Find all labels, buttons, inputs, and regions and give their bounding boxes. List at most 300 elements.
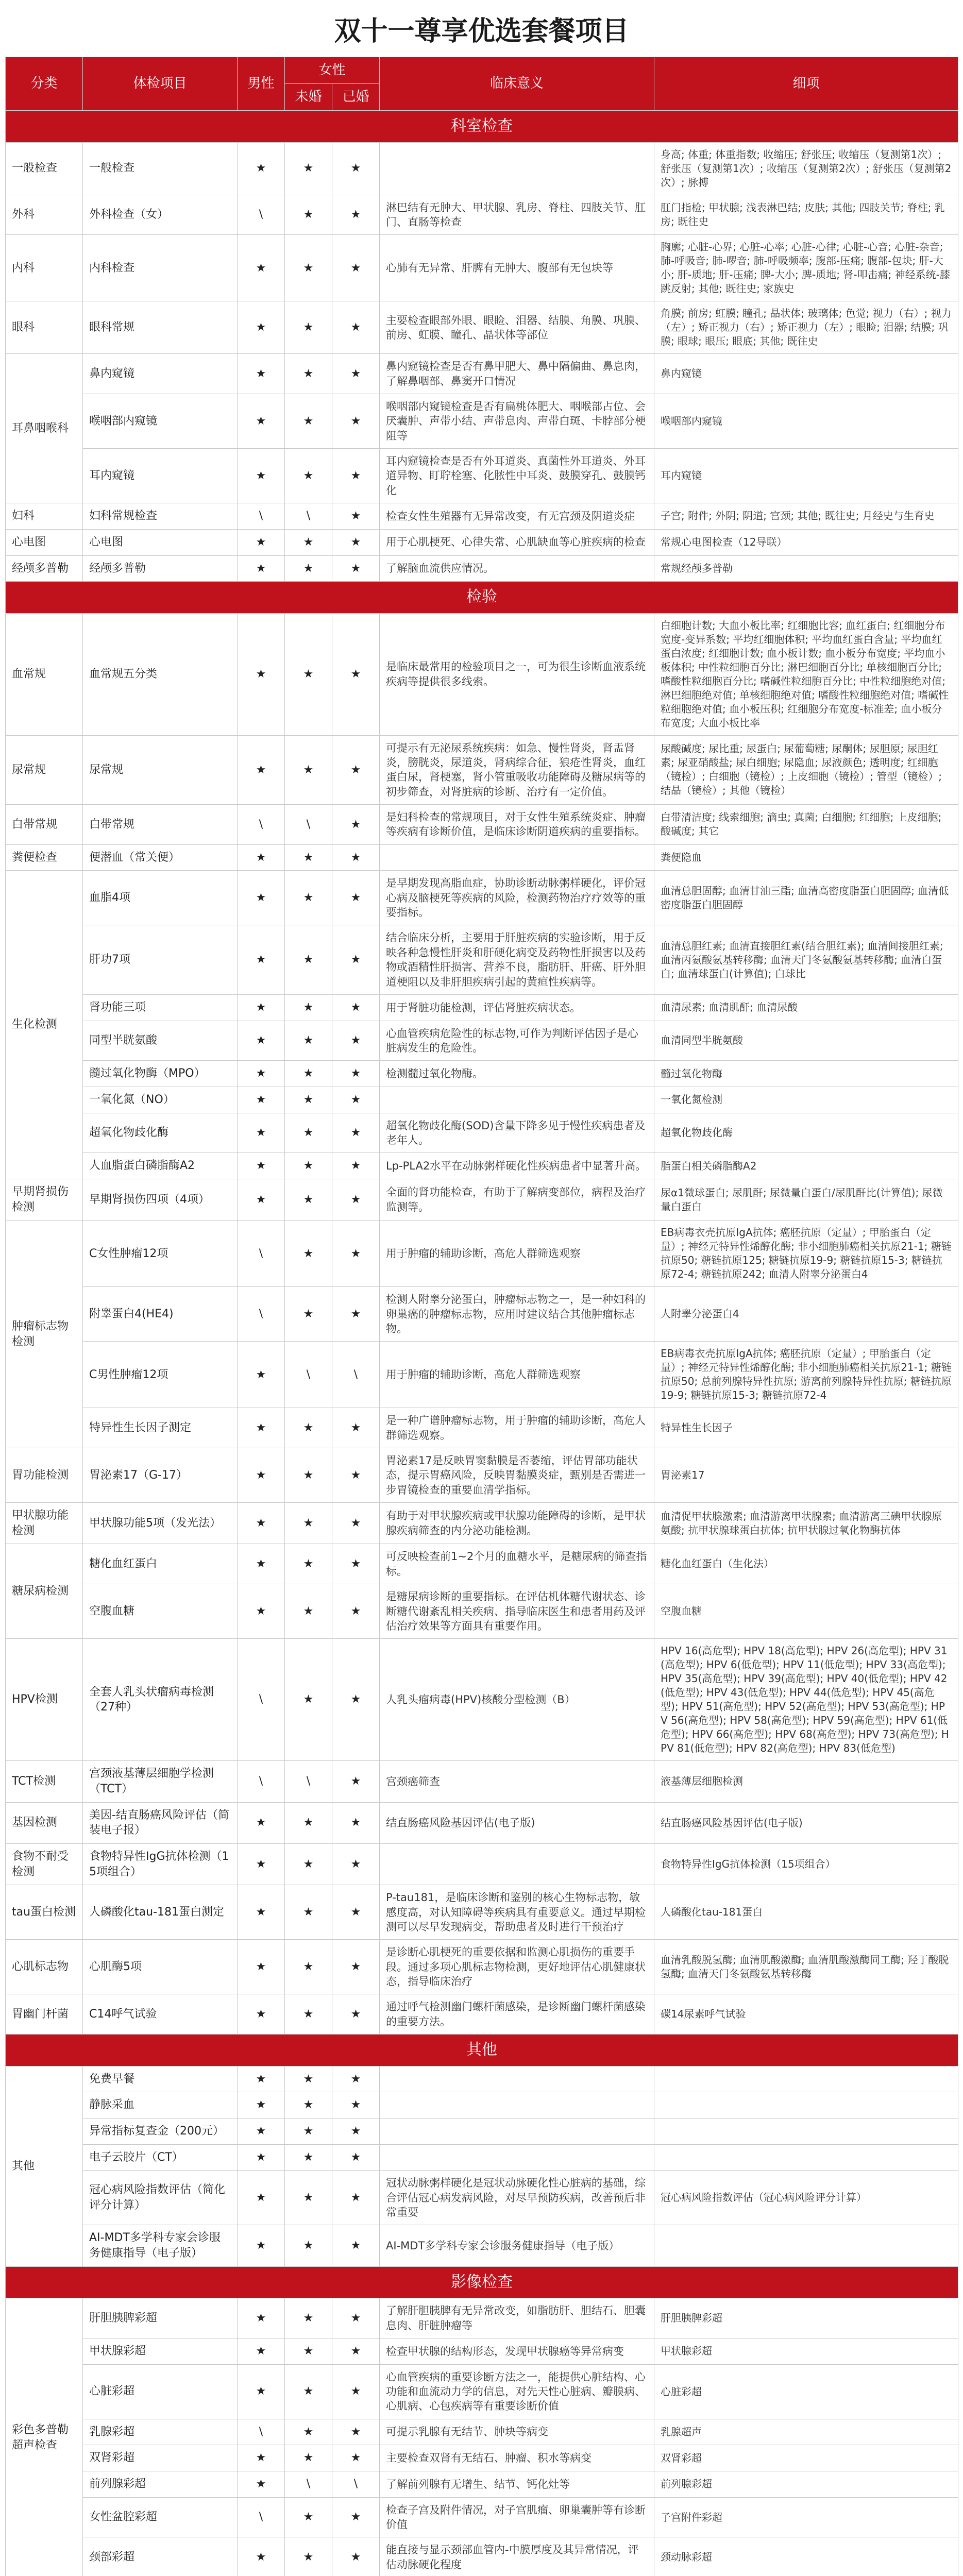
table-row — [6, 2225, 958, 2266]
male-mark: ★ — [238, 1994, 285, 2035]
item-cell: 附睾蛋白4(HE4) — [83, 1287, 238, 1342]
meaning-cell — [380, 142, 654, 195]
item-cell: 电子云胶片（CT） — [83, 2144, 238, 2171]
female-married-mark: ★ — [332, 994, 380, 1021]
header-female-unmarried: 未婚 — [285, 84, 332, 111]
female-unmarried-mark: ★ — [285, 2118, 332, 2144]
meaning-cell: 了解前列腺有无增生、结节、钙化灶等 — [380, 2471, 654, 2498]
female-unmarried-mark: \ — [285, 503, 332, 530]
header-detail: 细项 — [654, 57, 958, 111]
meaning-cell: 结直肠癌风险基因评估(电子版) — [380, 1802, 654, 1843]
female-married-mark: ★ — [332, 1287, 380, 1342]
table-row — [6, 1544, 958, 1584]
item-cell: 特异性生长因子测定 — [83, 1408, 238, 1448]
meaning-cell — [380, 1843, 654, 1885]
item-cell: 全套人乳头状瘤病毒检测（27种） — [83, 1639, 238, 1761]
female-unmarried-mark: ★ — [285, 1448, 332, 1503]
detail-cell: 乳腺超声 — [654, 2419, 958, 2445]
meaning-cell: 了解脑血流供应情况。 — [380, 555, 654, 582]
female-married-mark: ★ — [332, 2298, 380, 2338]
female-married-mark: ★ — [332, 529, 380, 555]
category-cell: 经颅多普勒 — [6, 555, 83, 582]
item-cell: 宫颈液基薄层细胞学检测（TCT） — [83, 1761, 238, 1802]
male-mark: ★ — [238, 2471, 285, 2498]
item-cell: 尿常规 — [83, 735, 238, 804]
male-mark: ★ — [238, 994, 285, 1021]
table-row — [6, 195, 958, 235]
female-married-mark: ★ — [332, 195, 380, 235]
table-header-row — [6, 57, 958, 84]
item-cell: 眼科常规 — [83, 301, 238, 354]
item-cell: 美因-结直肠癌风险评估（简装电子报） — [83, 1802, 238, 1843]
male-mark: \ — [238, 1639, 285, 1761]
male-mark: ★ — [238, 529, 285, 555]
male-mark: \ — [238, 195, 285, 235]
male-mark: ★ — [238, 555, 285, 582]
female-married-mark: ★ — [332, 844, 380, 871]
male-mark: \ — [238, 1761, 285, 1802]
item-cell: 耳内窥镜 — [83, 449, 238, 503]
female-married-mark: ★ — [332, 2445, 380, 2471]
male-mark: \ — [238, 2419, 285, 2445]
detail-cell: 空腹血糖 — [654, 1584, 958, 1639]
category-cell: 其他 — [6, 2066, 83, 2266]
male-mark: ★ — [238, 2118, 285, 2144]
table-row — [6, 449, 958, 503]
female-married-mark: \ — [332, 2471, 380, 2498]
item-cell: 心脏彩超 — [83, 2364, 238, 2419]
female-married-mark: ★ — [332, 1843, 380, 1885]
meaning-cell: 检查女性生殖器有无异常改变，有无宫颈及阴道炎症 — [380, 503, 654, 530]
item-cell: 早期肾损伤四项（4项） — [83, 1179, 238, 1220]
female-married-mark: ★ — [332, 1179, 380, 1220]
detail-cell: 人附睾分泌蛋白4 — [654, 1287, 958, 1342]
female-unmarried-mark: ★ — [285, 2497, 332, 2537]
item-cell: 心电图 — [83, 529, 238, 555]
table-row — [6, 555, 958, 582]
section-header — [6, 2035, 958, 2066]
male-mark: ★ — [238, 1113, 285, 1153]
item-cell: 肝胆胰脾彩超 — [83, 2298, 238, 2338]
item-cell: 血常规五分类 — [83, 613, 238, 735]
female-unmarried-mark: ★ — [285, 1503, 332, 1544]
header-category: 分类 — [6, 57, 83, 111]
category-cell: 一般检查 — [6, 142, 83, 195]
male-mark: ★ — [238, 2171, 285, 2225]
table-row — [6, 235, 958, 301]
header-female: 女性 — [285, 57, 380, 84]
meaning-cell: 心肺有无异常、肝脾有无肿大、腹部有无包块等 — [380, 235, 654, 301]
female-married-mark: ★ — [332, 1021, 380, 1061]
table-row — [6, 1503, 958, 1544]
table-row — [6, 529, 958, 555]
female-unmarried-mark: ★ — [285, 2066, 332, 2092]
male-mark: ★ — [238, 844, 285, 871]
meaning-cell — [380, 2066, 654, 2092]
detail-cell: 特异性生长因子 — [654, 1408, 958, 1448]
table-row — [6, 1087, 958, 1113]
item-cell: 便潜血（常关便） — [83, 844, 238, 871]
female-married-mark: ★ — [332, 613, 380, 735]
female-unmarried-mark: \ — [285, 1342, 332, 1408]
detail-cell: 人磷酸化tau-181蛋白 — [654, 1885, 958, 1940]
detail-cell: 血清尿素; 血清肌酐; 血清尿酸 — [654, 994, 958, 1021]
category-cell: 外科 — [6, 195, 83, 235]
table-row — [6, 503, 958, 530]
detail-cell: 超氧化物歧化酶 — [654, 1113, 958, 1153]
female-married-mark: ★ — [332, 1940, 380, 1994]
detail-cell: 常规心电图检查（12导联） — [654, 529, 958, 555]
female-unmarried-mark: ★ — [285, 1544, 332, 1584]
female-married-mark: ★ — [332, 2066, 380, 2092]
female-married-mark: ★ — [332, 1221, 380, 1287]
detail-cell: 身高; 体重; 体重指数; 收缩压; 舒张压; 收缩压（复测第1次）; 舒张压（复测第1次）; 收缩压（复测第2次）; 舒张压（复测第2次）; 脉搏 — [654, 142, 958, 195]
female-married-mark: ★ — [332, 1503, 380, 1544]
detail-cell: 食物特异性IgG抗体检测（15项组合） — [654, 1843, 958, 1885]
detail-cell: 血清乳酸脱氢酶; 血清肌酸激酶; 血清肌酸激酶同工酶; 羟丁酸脱氢酶; 血清天门冬氨酸氨基转移酶 — [654, 1940, 958, 1994]
detail-cell: 胸廓; 心脏-心界; 心脏-心率; 心脏-心律; 心脏-心音; 心脏-杂音; 肺-呼吸音; 肺-啰音; 肺-呼吸频率; 腹部-压痛; 腹部-包块; 肝-大小; 肝-质地; 肝-压痛; 脾-大小; 脾-质地; 肾-叩击痛; 神经系统-膝跳反射; 其他; 既往史; 家族史 — [654, 235, 958, 301]
female-unmarried-mark: ★ — [285, 195, 332, 235]
section-title: 其他 — [6, 2035, 958, 2066]
meaning-cell: 检测人附睾分泌蛋白，肿瘤标志物之一，是一种妇科的卵巢癌的肿瘤标志物，应用时建议结合其他肿瘤标志物。 — [380, 1287, 654, 1342]
item-cell: 颈部彩超 — [83, 2537, 238, 2576]
category-cell: 胃功能检测 — [6, 1448, 83, 1503]
item-cell: 内科检查 — [83, 235, 238, 301]
detail-cell — [654, 2092, 958, 2119]
male-mark: ★ — [238, 1940, 285, 1994]
table-row — [6, 1448, 958, 1503]
male-mark: ★ — [238, 1584, 285, 1639]
table-body — [6, 111, 958, 2576]
meaning-cell: 是糖尿病诊断的重要指标。在评估机体糖代谢状态、诊断糖代谢紊乱相关疾病、指导临床医生和患者用药及评估治疗效果等方面具有重要作用。 — [380, 1584, 654, 1639]
meaning-cell — [380, 2092, 654, 2119]
female-married-mark: ★ — [332, 2537, 380, 2576]
female-unmarried-mark: ★ — [285, 735, 332, 804]
table-row — [6, 1885, 958, 1940]
item-cell: 甲状腺功能5项（发光法） — [83, 1503, 238, 1544]
meaning-cell: 是临床最常用的检验项目之一，可为很生诊断血液系统疾病等提供很多线索。 — [380, 613, 654, 735]
meaning-cell: 有助于对甲状腺疾病或甲状腺功能障碍的诊断，是甲状腺疾病筛查的内分泌功能检测。 — [380, 1503, 654, 1544]
table-row — [6, 2118, 958, 2144]
detail-cell: 喉咽部内窥镜 — [654, 394, 958, 449]
female-unmarried-mark: ★ — [285, 2144, 332, 2171]
female-unmarried-mark: ★ — [285, 1179, 332, 1220]
item-cell: 同型半胱氨酸 — [83, 1021, 238, 1061]
detail-cell: 心脏彩超 — [654, 2364, 958, 2419]
detail-cell: 糖化血红蛋白（生化法） — [654, 1544, 958, 1584]
category-cell: 早期肾损伤检测 — [6, 1179, 83, 1220]
female-unmarried-mark: ★ — [285, 613, 332, 735]
female-married-mark: ★ — [332, 1544, 380, 1584]
female-married-mark: ★ — [332, 1061, 380, 1087]
meaning-cell: Lp-PLA2水平在动脉粥样硬化性疾病患者中显著升高。 — [380, 1153, 654, 1179]
female-married-mark: ★ — [332, 503, 380, 530]
category-cell: 尿常规 — [6, 735, 83, 804]
meaning-cell: 全面的肾功能检查，有助于了解病变部位，病程及治疗监测等。 — [380, 1179, 654, 1220]
male-mark: ★ — [238, 1153, 285, 1179]
item-cell: C男性肿瘤12项 — [83, 1342, 238, 1408]
female-unmarried-mark: ★ — [285, 2338, 332, 2364]
header-item: 体检项目 — [83, 57, 238, 111]
category-cell: 心电图 — [6, 529, 83, 555]
female-unmarried-mark: ★ — [285, 871, 332, 925]
meaning-cell — [380, 2144, 654, 2171]
female-married-mark: \ — [332, 1342, 380, 1408]
detail-cell — [654, 2118, 958, 2144]
header-male: 男性 — [238, 57, 285, 111]
meaning-cell: 可提示有无泌尿系统疾病：如急、慢性肾炎，肾盂肾炎，膀胱炎，尿道炎，肾病综合征，狼疮性肾炎，血红蛋白尿，肾梗塞，肾小管重吸收功能障碍及糖尿病等的初步筛查，对肾脏病的诊断、治疗有一定价值。 — [380, 735, 654, 804]
female-married-mark: ★ — [332, 2225, 380, 2266]
section-title: 影像检查 — [6, 2266, 958, 2298]
table-row — [6, 142, 958, 195]
item-cell: 冠心病风险指数评估（简化评分计算） — [83, 2171, 238, 2225]
male-mark: ★ — [238, 2092, 285, 2119]
meaning-cell: 通过呼气检测幽门螺杆菌感染，是诊断幽门螺杆菌感染的重要方法。 — [380, 1994, 654, 2035]
female-unmarried-mark: ★ — [285, 235, 332, 301]
female-unmarried-mark: ★ — [285, 1940, 332, 1994]
male-mark: \ — [238, 805, 285, 845]
meaning-cell: 检查甲状腺的结构形态，发现甲状腺癌等异常病变 — [380, 2338, 654, 2364]
table-row — [6, 2066, 958, 2092]
male-mark: \ — [238, 1221, 285, 1287]
meaning-cell: 是一种广谱肿瘤标志物，用于肿瘤的辅助诊断，高危人群筛选观察。 — [380, 1408, 654, 1448]
male-mark: ★ — [238, 1843, 285, 1885]
category-cell: 血常规 — [6, 613, 83, 735]
detail-cell: 液基薄层细胞检测 — [654, 1761, 958, 1802]
meaning-cell: 用于肿瘤的辅助诊断，高危人群筛选观察 — [380, 1221, 654, 1287]
female-unmarried-mark: ★ — [285, 1113, 332, 1153]
detail-cell: 甲状腺彩超 — [654, 2338, 958, 2364]
table-row — [6, 2298, 958, 2338]
item-cell: 心肌酶5项 — [83, 1940, 238, 1994]
detail-cell: 血清总胆固醇; 血清甘油三酯; 血清高密度脂蛋白胆固醇; 血清低密度脂蛋白胆固醇 — [654, 871, 958, 925]
table-row — [6, 925, 958, 994]
female-unmarried-mark: ★ — [285, 1021, 332, 1061]
meaning-cell: 可反映检查前1~2个月的血糖水平，是糖尿病的筛查指标。 — [380, 1544, 654, 1584]
male-mark: ★ — [238, 449, 285, 503]
category-cell: 内科 — [6, 235, 83, 301]
table-row — [6, 2445, 958, 2471]
male-mark: \ — [238, 503, 285, 530]
detail-cell: 肝胆胰脾彩超 — [654, 2298, 958, 2338]
meaning-cell: 可提示乳腺有无结节、肿块等病变 — [380, 2419, 654, 2445]
male-mark: ★ — [238, 1061, 285, 1087]
detail-cell: 常规经颅多普勒 — [654, 555, 958, 582]
table-row — [6, 394, 958, 449]
category-cell: 妇科 — [6, 503, 83, 530]
item-cell: 人血脂蛋白磷脂酶A2 — [83, 1153, 238, 1179]
item-cell: 一般检查 — [83, 142, 238, 195]
item-cell: 乳腺彩超 — [83, 2419, 238, 2445]
female-unmarried-mark: ★ — [285, 1843, 332, 1885]
item-cell: 双肾彩超 — [83, 2445, 238, 2471]
female-married-mark: ★ — [332, 1448, 380, 1503]
female-unmarried-mark: ★ — [285, 1221, 332, 1287]
female-married-mark: ★ — [332, 2171, 380, 2225]
table-row — [6, 1179, 958, 1220]
female-unmarried-mark: ★ — [285, 2364, 332, 2419]
item-cell: 白带常规 — [83, 805, 238, 845]
female-married-mark: ★ — [332, 449, 380, 503]
table-row — [6, 1639, 958, 1761]
item-cell: C14呼气试验 — [83, 1994, 238, 2035]
male-mark: ★ — [238, 2445, 285, 2471]
detail-cell: 颈动脉彩超 — [654, 2537, 958, 2576]
detail-cell: 子宫附件彩超 — [654, 2497, 958, 2537]
detail-cell: 一氧化氮检测 — [654, 1087, 958, 1113]
female-married-mark: ★ — [332, 1584, 380, 1639]
female-unmarried-mark: ★ — [285, 2092, 332, 2119]
female-unmarried-mark: ★ — [285, 449, 332, 503]
male-mark: ★ — [238, 354, 285, 394]
table-row — [6, 1221, 958, 1287]
meaning-cell — [380, 2118, 654, 2144]
item-cell: 肝功7项 — [83, 925, 238, 994]
male-mark: \ — [238, 1287, 285, 1342]
female-unmarried-mark: ★ — [285, 1994, 332, 2035]
table-row — [6, 2471, 958, 2498]
category-cell: 基因检测 — [6, 1802, 83, 1843]
meaning-cell: P-tau181，是临床诊断和鉴别的核心生物标志物，敏感度高，对认知障碍等疾病具有重要意义。通过早期检测可以尽早发现病变，帮助患者及时进行干预治疗 — [380, 1885, 654, 1940]
category-cell: HPV检测 — [6, 1639, 83, 1761]
category-cell: 心肌标志物 — [6, 1940, 83, 1994]
female-unmarried-mark: ★ — [285, 2445, 332, 2471]
meaning-cell: 喉咽部内窥镜检查是否有扁桃体肥大、咽喉部占位、会厌囊肿、声带小结、声带息肉、声带白斑、卡脖部分梗阻等 — [380, 394, 654, 449]
item-cell: C女性肿瘤12项 — [83, 1221, 238, 1287]
meaning-cell: 检查子宫及附件情况，对子宫肌瘤、卵巢囊肿等有诊断价值 — [380, 2497, 654, 2537]
female-married-mark: ★ — [332, 2338, 380, 2364]
female-married-mark: ★ — [332, 1639, 380, 1761]
male-mark: ★ — [238, 2225, 285, 2266]
female-unmarried-mark: ★ — [285, 1639, 332, 1761]
female-unmarried-mark: ★ — [285, 994, 332, 1021]
table-row — [6, 2419, 958, 2445]
meaning-cell: 人乳头瘤病毒(HPV)核酸分型检测（B） — [380, 1639, 654, 1761]
female-unmarried-mark: ★ — [285, 1885, 332, 1940]
section-title: 检验 — [6, 582, 958, 614]
table-row — [6, 1153, 958, 1179]
male-mark: ★ — [238, 2144, 285, 2171]
meaning-cell: 耳内窥镜检查是否有外耳道炎、真菌性外耳道炎、外耳道异物、盯聍栓塞、化脓性中耳炎、鼓膜穿孔、鼓膜钙化 — [380, 449, 654, 503]
detail-cell: 血清总胆红素; 血清直接胆红素(结合胆红素); 血清间接胆红素; 血清丙氨酸氨基转移酶; 血清天门冬氨酸氨基转移酶; 血清白蛋白; 血清球蛋白(计算值); 白球比 — [654, 925, 958, 994]
category-cell: 肿瘤标志物检测 — [6, 1221, 83, 1448]
male-mark: ★ — [238, 1342, 285, 1408]
table-row — [6, 2497, 958, 2537]
female-unmarried-mark: ★ — [285, 555, 332, 582]
female-married-mark: ★ — [332, 1153, 380, 1179]
female-unmarried-mark: ★ — [285, 1287, 332, 1342]
table-row — [6, 844, 958, 871]
item-cell: 糖化血红蛋白 — [83, 1544, 238, 1584]
item-cell: 喉咽部内窥镜 — [83, 394, 238, 449]
detail-cell: EB病毒衣壳抗原IgA抗体; 癌胚抗原（定量）; 甲胎蛋白（定量）; 神经元特异性烯醇化酶; 非小细胞肺癌相关抗原21-1; 糖链抗原50; 糖链抗原125; 糖链抗原19-9; 糖链抗原15-3; 糖链抗原72-4; 糖链抗原242; 血清人附睾分泌蛋白4 — [654, 1221, 958, 1287]
male-mark: ★ — [238, 735, 285, 804]
detail-cell: 白细胞计数; 大血小板比率; 红细胞比容; 血红蛋白; 红细胞分布宽度-变异系数; 平均红细胞体积; 平均血红蛋白含量; 平均血红蛋白浓度; 红细胞计数; 血小板计数; 血小板分布宽度; 平均血小板体积; 中性粒细胞百分比; 淋巴细胞百分比; 单核细胞百分比; 嗜酸性粒细胞百分比; 嗜碱性粒细胞百分比; 中性粒细胞绝对值; 淋巴细胞绝对值; 单核细胞绝对值; 嗜酸性粒细胞绝对值; 嗜碱性粒细胞绝对值; 血小板压积; 红细胞分布宽度-标准差; 血小板分布宽度; 大血小板比率 — [654, 613, 958, 735]
meaning-cell: 超氧化物歧化酶(SOD)含量下降多见于慢性疾病患者及老年人。 — [380, 1113, 654, 1153]
package-table — [5, 57, 958, 2576]
female-unmarried-mark: ★ — [285, 1802, 332, 1843]
table-row — [6, 2144, 958, 2171]
meaning-cell: 心血管疾病危险性的标志物,可作为判断评估因子是心脏病发生的危险性。 — [380, 1021, 654, 1061]
detail-cell: 白带清洁度; 线索细胞; 滴虫; 真菌; 白细胞; 红细胞; 上皮细胞; 酸碱度; 其它 — [654, 805, 958, 845]
female-unmarried-mark: ★ — [285, 1087, 332, 1113]
detail-cell: HPV 16(高危型); HPV 18(高危型); HPV 26(高危型); HPV 31(高危型); HPV 6(低危型); HPV 11(低危型); HPV 33(高危型); HPV 35(高危型); HPV 39(高危型); HPV 40(低危型); HPV 42(低危型); HPV 43(低危型); HPV 44(低危型); HPV 45(高危型); HPV 51(高危型); HPV 52(高危型); HPV 53(高危型); HPV 56(高危型); HPV 58(高危型); HPV 59(高危型); HPV 61(低危型); HPV 66(高危型); HPV 68(高危型); HPV 73(高危型); HPV 81(低危型); HPV 82(高危型); HPV 83(低危型) — [654, 1639, 958, 1761]
male-mark: ★ — [238, 2364, 285, 2419]
detail-cell: 冠心病风险指数评估（冠心病风险评分计算） — [654, 2171, 958, 2225]
meaning-cell: 是诊断心肌梗死的重要依据和监测心肌损伤的重要手段。通过多项心肌标志物检测，更好地评估心肌健康状态，指导临床治疗 — [380, 1940, 654, 1994]
meaning-cell: 主要检查眼部外眼、眼睑、泪器、结膜、角膜、巩膜、前房、虹膜、瞳孔、晶状体等部位 — [380, 301, 654, 354]
female-married-mark: ★ — [332, 2497, 380, 2537]
female-married-mark: ★ — [332, 1994, 380, 2035]
item-cell: AI-MDT多学科专家会诊服务健康指导（电子版） — [83, 2225, 238, 2266]
item-cell: 胃泌素17（G-17） — [83, 1448, 238, 1503]
female-unmarried-mark: ★ — [285, 354, 332, 394]
detail-cell: 肛门指检; 甲状腺; 浅表淋巴结; 皮肤; 其他; 四肢关节; 脊柱; 乳房; 既往史 — [654, 195, 958, 235]
female-married-mark: ★ — [332, 1885, 380, 1940]
category-cell: 眼科 — [6, 301, 83, 354]
item-cell: 免费早餐 — [83, 2066, 238, 2092]
table-row — [6, 354, 958, 394]
detail-cell: 角膜; 前房; 虹膜; 瞳孔; 晶状体; 玻璃体; 色觉; 视力（右）; 视力（左）; 矫正视力（右）; 矫正视力（左）; 眼睑; 泪器; 结膜; 巩膜; 眼球; 眼压; 眼底; 其他; 既往史 — [654, 301, 958, 354]
table-row — [6, 1761, 958, 1802]
meaning-cell: 主要检查双肾有无结石、肿瘤、积水等病变 — [380, 2445, 654, 2471]
detail-cell — [654, 2144, 958, 2171]
table-row — [6, 2338, 958, 2364]
category-cell: 生化检测 — [6, 871, 83, 1179]
female-unmarried-mark: \ — [285, 1761, 332, 1802]
table-row — [6, 1802, 958, 1843]
item-cell: 静脉采血 — [83, 2092, 238, 2119]
table-row — [6, 1342, 958, 1408]
male-mark: \ — [238, 2497, 285, 2537]
meaning-cell — [380, 1087, 654, 1113]
category-cell: 粪便检查 — [6, 844, 83, 871]
item-cell: 妇科常规检查 — [83, 503, 238, 530]
table-row — [6, 871, 958, 925]
female-unmarried-mark: ★ — [285, 844, 332, 871]
detail-cell: 粪便隐血 — [654, 844, 958, 871]
item-cell: 髓过氧化物酶（MPO） — [83, 1061, 238, 1087]
detail-cell: 双肾彩超 — [654, 2445, 958, 2471]
meaning-cell — [380, 844, 654, 871]
detail-cell: 耳内窥镜 — [654, 449, 958, 503]
item-cell: 人磷酸化tau-181蛋白测定 — [83, 1885, 238, 1940]
female-unmarried-mark: ★ — [285, 1153, 332, 1179]
table-row — [6, 2537, 958, 2576]
detail-cell: 胃泌素17 — [654, 1448, 958, 1503]
category-cell: 糖尿病检测 — [6, 1544, 83, 1639]
female-married-mark: ★ — [332, 871, 380, 925]
meaning-cell: 结合临床分析，主要用于肝脏疾病的实验诊断，用于反映各种急慢性肝炎和肝硬化病变及药物性肝损害以及药物或酒精性肝损害、营养不良，脂肪肝、肝癌、肝外胆道梗阻以及非肝胆疾病引起的黄疸性疾病等。 — [380, 925, 654, 994]
section-header — [6, 2266, 958, 2298]
female-unmarried-mark: ★ — [285, 1061, 332, 1087]
table-row — [6, 613, 958, 735]
table-row — [6, 994, 958, 1021]
category-cell: 甲状腺功能检测 — [6, 1503, 83, 1544]
category-cell: 胃幽门杆菌 — [6, 1994, 83, 2035]
female-married-mark: ★ — [332, 142, 380, 195]
male-mark: ★ — [238, 1503, 285, 1544]
detail-cell: 碳14尿素呼气试验 — [654, 1994, 958, 2035]
table-row — [6, 1584, 958, 1639]
male-mark: ★ — [238, 301, 285, 354]
detail-cell: 结直肠癌风险基因评估(电子版) — [654, 1802, 958, 1843]
detail-cell: 尿酸碱度; 尿比重; 尿蛋白; 尿葡萄糖; 尿酮体; 尿胆原; 尿胆红素; 尿亚硝酸盐; 尿白细胞; 尿隐血; 尿液颜色; 透明度; 红细胞（镜检）; 白细胞（镜检）; 上皮细胞（镜检）; 管型（镜检）; 结晶（镜检）; 其他（镜检） — [654, 735, 958, 804]
section-title: 科室检查 — [6, 111, 958, 143]
item-cell: 外科检查（女） — [83, 195, 238, 235]
male-mark: ★ — [238, 1448, 285, 1503]
female-married-mark: ★ — [332, 1802, 380, 1843]
